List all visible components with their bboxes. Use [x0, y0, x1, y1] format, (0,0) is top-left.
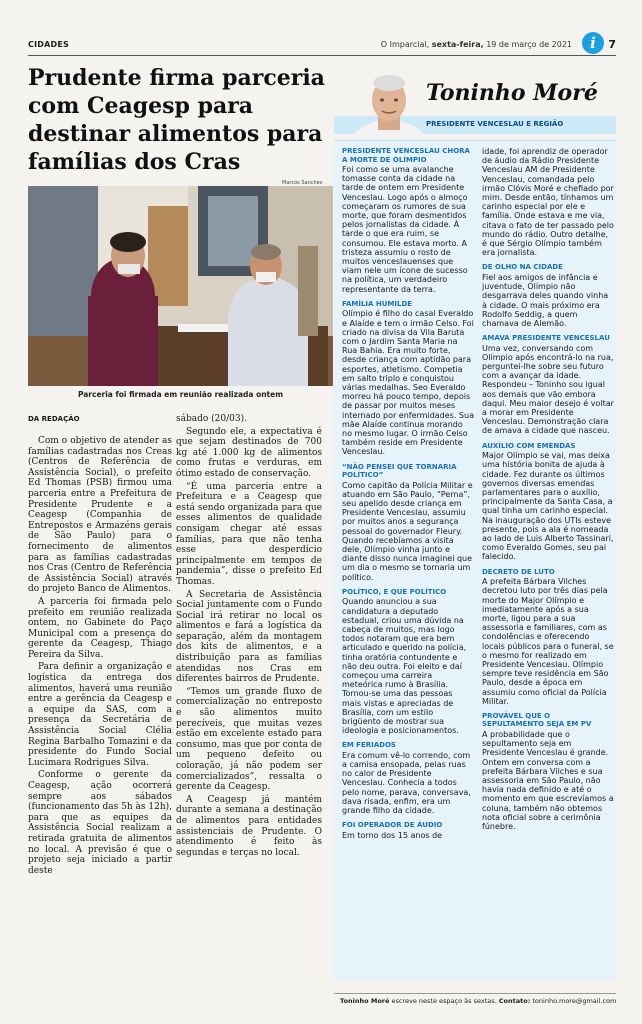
article-paragraph: sábado (20/03).	[176, 414, 247, 424]
column-footer	[340, 997, 616, 1005]
column-paragraph: Como capitão da Polícia Militar e atuando em São Paulo, “Perna”, seu apelido desde criança em Presidente Venceslau, assumiu por muitos anos a segurança pessoal do governador Fleury. Quando recebíamos a visita dele, Olímpio vinha junto e diante disso nunca imaginei que um dia o mesmo se tornaria um político.	[342, 480, 473, 582]
header-info	[381, 40, 572, 49]
subheading: AUXÍLIO COM EMENDAS	[482, 441, 576, 450]
opinion-column	[334, 60, 616, 992]
subheading: PRESIDENTE VENCESLAU CHORA A MORTE DE OLÍMPIO	[342, 147, 470, 164]
article-paragraph: Segundo ele, a expectativa é que sejam destinados de 700 kg até 1.000 kg de alimentos como frutas e verduras, em ótimo estado de conservação.	[176, 426, 322, 479]
article-paragraph: Com o objetivo de atender as famílias cadastradas nos Creas (Centros de Referência de Assistência Social), o prefeito Ed Thomas (PSB) firmou uma parceria entre a Prefeitura de Presidente Prudente e a Ceagesp (Companhia de Entrepostos e Armazéns gerais de São Paulo) para o fornecimento de alimentos para as famílias cadastradas nos Cras (Centro de Referência de Assistência Social) através do projeto Banco de Alimentos.	[28, 436, 172, 595]
photo-caption: Parceria foi firmada em reunião realizada ontem	[77, 390, 284, 399]
article-column-2	[176, 414, 322, 860]
subheading: POLÍTICO, E QUE POLÍTICO	[342, 587, 447, 596]
article-paragraph: A Secretaria de Assistência Social juntamente com o Fundo Social irá retirar no local os alimentos e fará a logística da separação, além da montagem dos kits de alimentos, e a distribuição para as famílias atendidas nos Cras em diferentes bairros de Prudente.	[176, 589, 322, 685]
column-paragraph: Uma vez, conversando com Olímpio após encontrá-lo na rua, perguntei-lhe sobre seu futuro com a avançar da idade. Respondeu – Toninho sou igual aos demais que vão embora daqui. Meu maior desejo é voltar a morar em Presidente Venceslau. Demonstração clara de amava a cidade que nasceu.	[482, 343, 614, 436]
article-paragraph: “Temos um grande fluxo de comercialização no entreposto e são alimentos muito perecíveis, que muitas vezes estão em excelente estado para consumo, mas que por conta de um pequeno defeito ou coloração, já não podem ser comercializados”, ressalta o gerente da Ceagesp.	[176, 686, 322, 793]
section-label: CIDADES	[28, 40, 69, 49]
subheading: DECRETO DE LUTO	[482, 567, 555, 576]
footer-author: Toninho Moré	[340, 997, 390, 1005]
article-photo	[28, 186, 333, 386]
column-paragraph: Foi como se uma avalanche tomasse conta da cidade na tarde de ontem em Presidente Venceslau. Logo após o almoço começaram os rumores de sua morte, que foram desmentidos pelos jornalistas da cidade. À tarde o que era ruim, se consumou. Ele estava morto. A tristeza assumiu o rosto de muitos venceslauenses que viam nele um ícone de sucesso na política, um verdadeiro representante da terra.	[342, 165, 468, 294]
article-paragraph: A parceria foi firmada pelo prefeito em reunião realizada ontem, no Gabinete do Paço Municipal com a presença do gerente da Ceagesp, Thiago Pereira da Silva.	[28, 596, 172, 660]
newspaper-name: O Imparcial,	[380, 40, 430, 49]
author-portrait-illustration	[348, 66, 430, 146]
column-author-name: Toninho Moré	[426, 80, 598, 106]
article-paragraph: A Ceagesp já mantém durante a semana a destinação de alimentos para entidades assistenciais de Prudente. O atendimento é feito às segundas e terças no local.	[176, 794, 322, 858]
column-paragraph: Fiel aos amigos de infância e juventude, Olímpio não desgarrava deles quando vinha à cidade. O mais próximo era Rodolfo Seddig, a quem chamava de Alemão.	[482, 272, 609, 328]
column-paragraph: Em torno dos 15 anos de	[342, 830, 443, 840]
subheading: AMAVA PRESIDENTE VENCESLAU	[482, 334, 610, 343]
article-paragraph: “É uma parceria entre a Prefeitura e a Ceagesp que está sendo organizada para que esses alimentos de qualidade consigam chegar até essas famílias, para que não tenha esse desperdício principalmente em tempos de pandemia”, disse o prefeito Ed Thomas.	[176, 481, 322, 587]
newspaper-logo-icon: i	[582, 32, 604, 54]
footer-text: escreve neste espaço às sextas.	[391, 997, 497, 1005]
article-headline: Prudente firma parceria com Ceagesp para destinar alimentos para famílias dos Cras	[28, 65, 325, 175]
column-paragraph: A prefeita Bárbara Vilches decretou luto por três dias pela morte do Major Olímpio e imediatamente após a sua morte, ligou para a sua assessoria e familiares, com as condolências e oferecendo locais públicos para o funeral, se o mesmo for realizado em Presidente Venceslau. Olímpio sempre teve residência em São Paulo, desde a época em assumiu como oficial da Polícia Militar.	[482, 577, 614, 706]
column-text-right	[482, 147, 614, 832]
column-paragraph: Quando anunciou a sua candidatura a deputado estadual, criou uma dúvida na cabeça de muitos, mas logo todos notaram que era bem articulado e querido na polícia, tinha oratória contundente e não deu outra. Foi eleito e daí começou uma carreira meteórica rumo à Brasília. Tornou-se uma das pessoas mais vistas e apreciadas de Brasília, com um estilo brigüento de mostrar sua ideologia e posicionamentos.	[342, 597, 467, 736]
column-paragraph: A probabilidade que o sepultamento seja em Presidente Venceslau é grande. Ontem em conversa com a prefeita Bárbara Vilches e sua assessoria em São Paulo, não havia nada definido e até o momento em que escrevíamos a coluna, também não obtemos nota oficial sobre a cerimônia fúnebre.	[482, 729, 614, 831]
column-text-left	[342, 147, 474, 841]
column-paragraph: Major Olímpio se vai, mas deixa uma história bonita de ajuda à cidade. Fez durante os últimos governos diversas emendas parlamentares para o auxílio, principalmente da Santa Casa, a qual tinha um carinho especial. Na inauguração dos UTIs esteve presente, pois a ala é nomeada ao lado de Luis Alberto Tassinari, como Everaldo Gomes, seu pai falecido.	[482, 451, 614, 562]
article-paragraph: Para definir a organização e logística da entrega dos alimentos, haverá uma reunião entre a gerência da Ceagesp e a equipe da SAS, com a presença da Secretária de Assistência Social Clélia Regina Barbalho Tomazini e da presidente do Fundo Social Lucimara Rodrigues Silva.	[28, 662, 172, 768]
footer-divider	[334, 993, 616, 994]
page-number: 7	[608, 38, 616, 51]
column-paragraph: Olímpio é filho do casal Everaldo e Alaíde e tem o irmão Celso. Foi criado na divisa da Vila Baruta com o Jardim Santa Maria na Rua Bahia. Era muito forte, desde criança com aptidão para esportes, atletismo. Competia em salto triplo e conquistou várias medalhas. Seo Everaldo morreu há pouco tempo, depois de passar por muitos meses internado por enfermidades. Sua mãe Alaíde continua morando no mesmo lugar. O irmão Celso também reside em Presidente Venceslau.	[342, 309, 474, 457]
article-column-1	[28, 436, 172, 878]
header-divider	[28, 55, 616, 56]
weekday: sexta-feira,	[431, 40, 484, 49]
byline: DA REDAÇÃO	[28, 415, 80, 423]
subheading: FAMÍLIA HUMILDE	[342, 299, 413, 308]
issue-date: 19 de março de 2021	[486, 40, 572, 49]
subheading: “NÃO PENSEI QUE TORNARIA POLÍTICO”	[342, 462, 457, 480]
footer-contact-label: Contato:	[498, 997, 531, 1005]
column-paragraph: idade, foi aprendiz de operador de áudio da Rádio Presidente Venceslau AM de Presidente Venceslau, comandada pelo irmão Clóvis Moré e chefiado por mim. Desde então, tínhamos um carinho especial por ele e família. Onde estava e me via, citava o fato de ter passado pelo mundo do rádio. Outro detalhe, é que Sérgio Olímpio também era jornalista.	[482, 147, 614, 258]
column-body	[334, 140, 616, 980]
article-paragraph: Conforme o gerente da Ceagesp, ação ocorrerá sempre aos sábados (funcionamento das 5h às 12h), para que as equipes da Assistência Social realizam a retirada gratuita de alimentos no local. A previsão é que o projeto seja iniciado a partir deste	[28, 770, 172, 876]
column-paragraph: Era comum vê-lo correndo, com a camisa ensopada, pelas ruas no calor de Presidente Venceslau. Conhecia a todos pelo nome, parava, conversava, dava risada, enfim, era um grande filho da cidade.	[342, 750, 471, 816]
subheading: FOI OPERADOR DE ÁUDIO	[342, 821, 443, 830]
subheading: EM FERIADOS	[342, 741, 396, 750]
footer-contact-email[interactable]: toninho.more@gmail.com	[532, 997, 617, 1005]
photo-credit: Marcos Sanches	[282, 180, 323, 186]
column-author-role: PRESIDENTE VENCESLAU E REGIÃO	[426, 120, 564, 128]
subheading: DE OLHO NA CIDADE	[482, 263, 563, 272]
meeting-photo-illustration	[28, 186, 333, 386]
subheading: PROVÁVEL QUE O SEPULTAMENTO SEJA EM PV	[482, 711, 592, 729]
author-portrait	[348, 66, 430, 146]
